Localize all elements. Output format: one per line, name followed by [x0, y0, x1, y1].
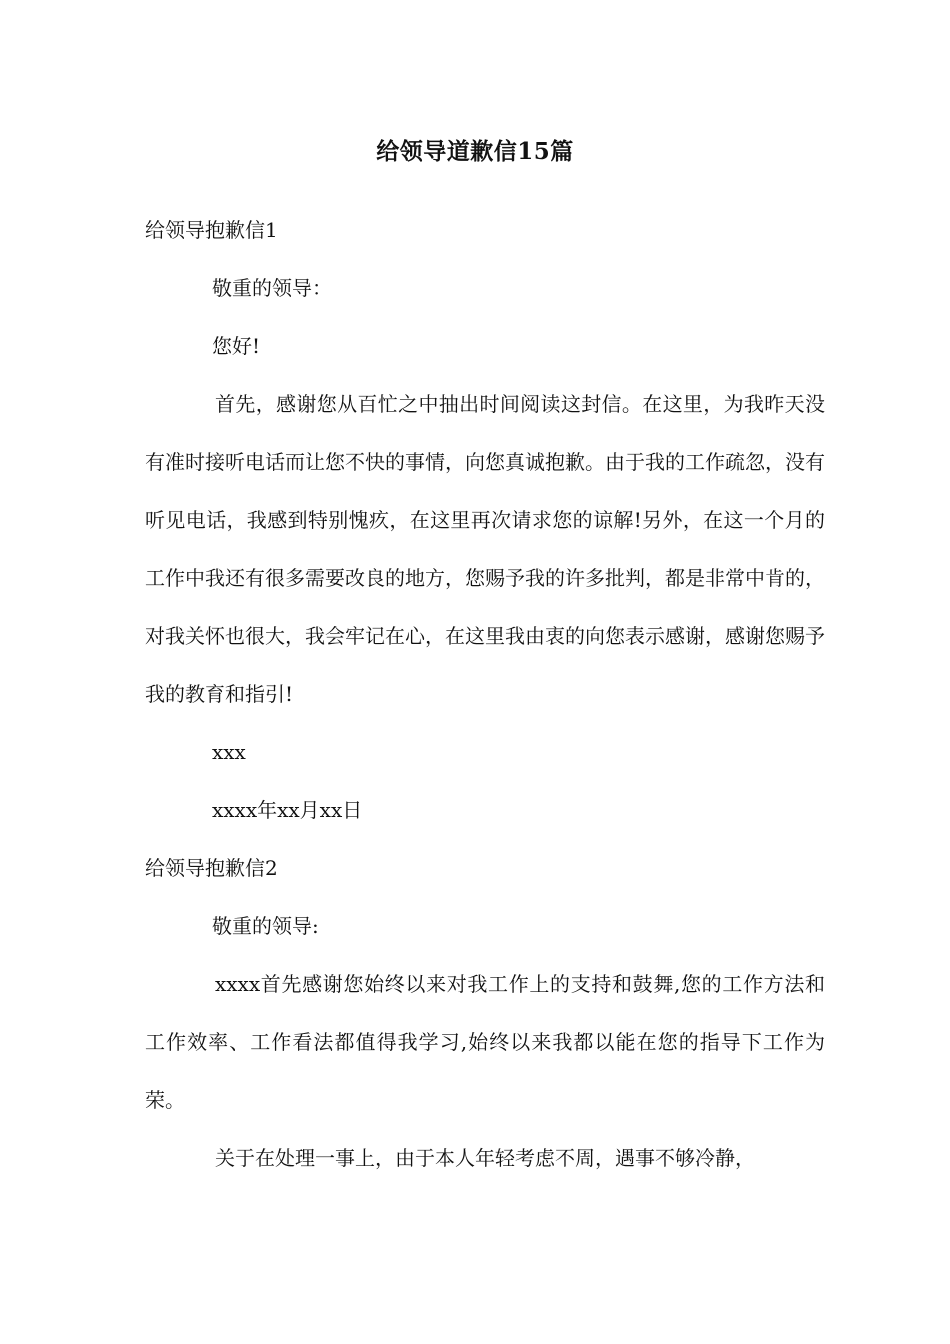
letter-2-heading: 给领导抱歉信2: [145, 856, 278, 880]
letter-1-heading: 给领导抱歉信1: [145, 218, 278, 242]
letter-2-salutation: 敬重的领导:: [212, 914, 319, 938]
letter-1-signature: xxx: [212, 740, 246, 764]
letter-1-date: xxxx年xx月xx日: [212, 798, 363, 822]
letter-1-body: 首先，感谢您从百忙之中抽出时间阅读这封信。在这里，为我昨天没有准时接听电话而让您不快的事情，向您真诚抱歉。由于我的工作疏忽，没有听见电话，我感到特别愧疚，在这里再次请求您的谅解!另外，在这一个月的工作中我还有很多需要改良的地方，您赐予我的许多批判，都是非常中肯的，对我关怀也很大，我会牢记在心，在这里我由衷的向您表示感谢，感谢您赐予我的教育和指引!: [145, 392, 825, 706]
letter-1-salutation: 敬重的领导：: [212, 276, 332, 300]
letter-2-body-paragraph-1: xxxx首先感谢您始终以来对我工作上的支持和鼓舞,您的工作方法和工作效率、工作看法都值得我学习,始终以来我都以能在您的指导下工作为荣。: [145, 972, 825, 1112]
letter-1-greeting: 您好!: [212, 334, 261, 358]
document-body: [145, 201, 825, 1187]
document-title: 给领导道歉信15篇: [376, 138, 574, 165]
letter-2-body-paragraph-2: 关于在处理一事上，由于本人年轻考虑不周，遇事不够冷静，: [215, 1146, 755, 1170]
